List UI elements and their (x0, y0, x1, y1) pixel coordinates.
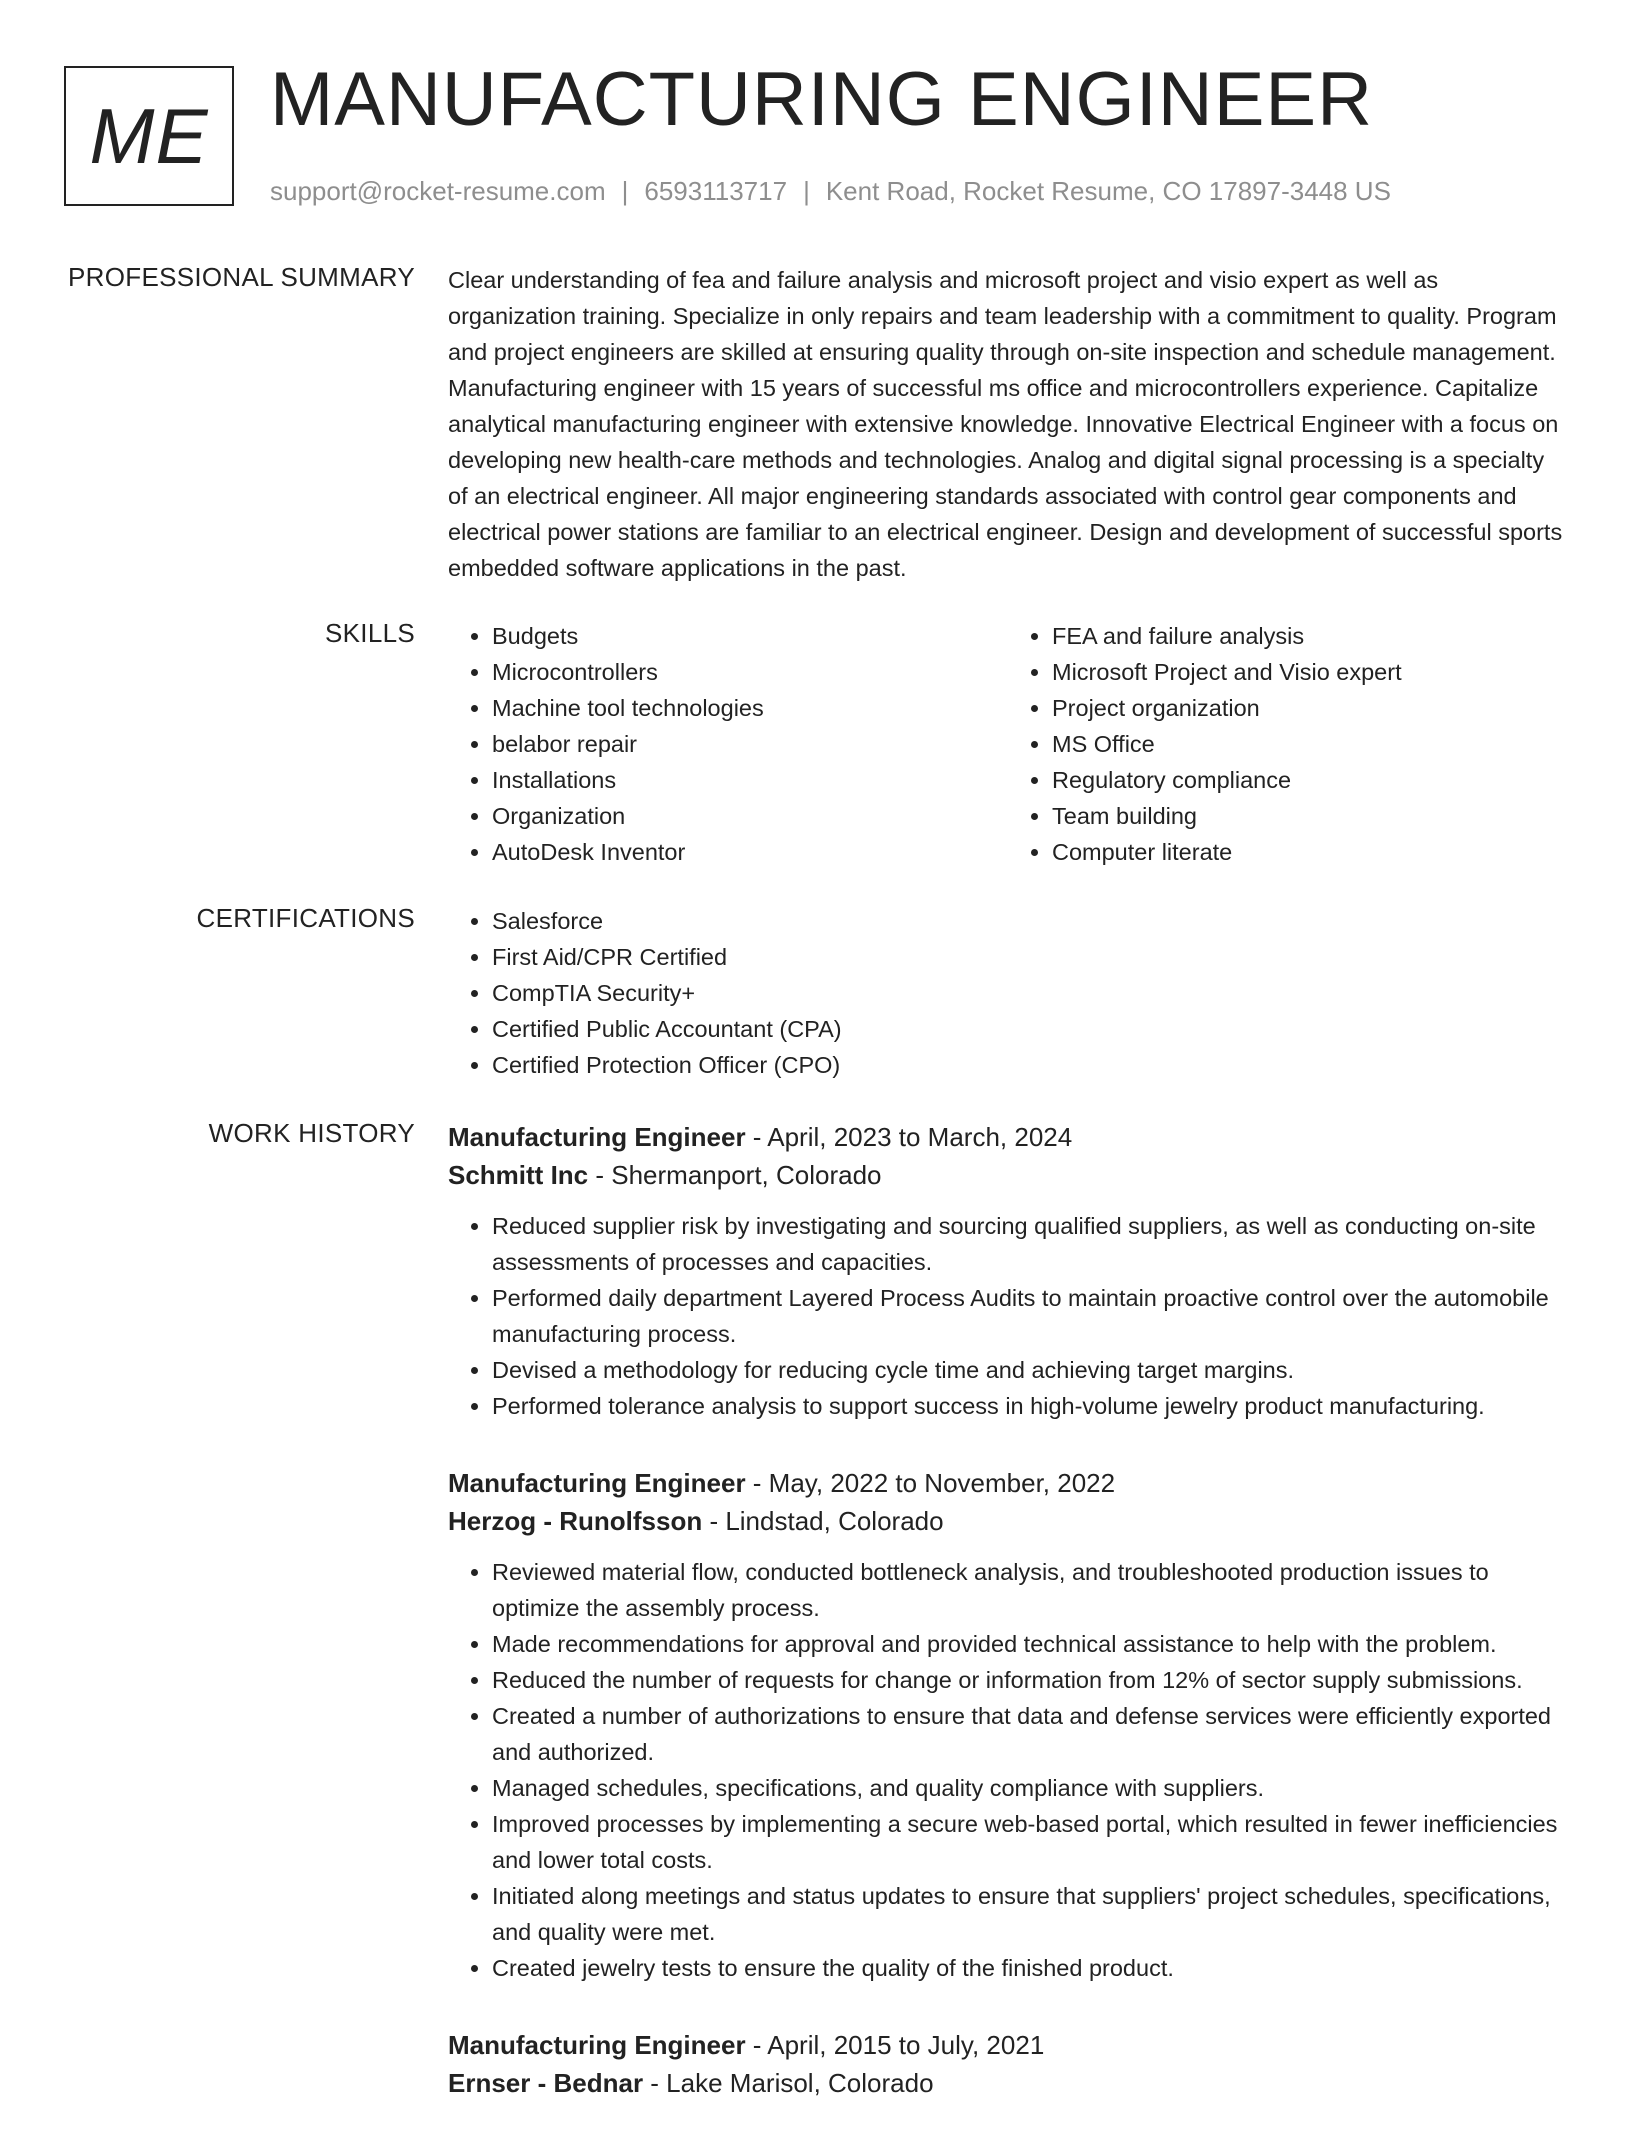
job-company: Schmitt Inc (448, 1160, 589, 1190)
skill-item: • FEA and failure analysis (1052, 618, 1568, 654)
job-bullet: • Devised a methodology for reducing cycle time and achieving target margins. (492, 1352, 1568, 1388)
job-company-line (448, 2064, 1568, 2102)
certification-item: • Salesforce (492, 903, 1568, 939)
job-bullet: • Created jewelry tests to ensure the quality of the finished product. (492, 1950, 1568, 1986)
job-location: - Lake Marisol, Colorado (643, 2068, 934, 2098)
skill-item: • Computer literate (1052, 834, 1568, 870)
job-company: Ernser - Bednar (448, 2068, 644, 2098)
contact-phone: 6593113717 (644, 176, 788, 206)
certifications-list (448, 903, 1568, 1083)
monogram: ME (64, 66, 234, 206)
skill-item: • AutoDesk Inventor (492, 834, 1008, 870)
job-entry (448, 2026, 1568, 2102)
job-bullet: • Performed daily department Layered Process Audits to maintain proactive control over the automobile manufacturing process. (492, 1280, 1568, 1352)
job-bullet: • Reviewed material flow, conducted bottleneck analysis, and troubleshooted production issues to optimize the assembly process. (492, 1554, 1568, 1626)
job-company-line (448, 1502, 1568, 1540)
job-dates: - May, 2022 to November, 2022 (745, 1468, 1116, 1498)
job-heading (448, 2026, 1568, 2064)
contact-line (270, 176, 1391, 207)
job-company-line (448, 1156, 1568, 1194)
job-bullet: • Reduced the number of requests for change or information from 12% of sector supply submissions. (492, 1662, 1568, 1698)
resume-title: MANUFACTURING ENGINEER (270, 57, 1373, 142)
contact-address: Kent Road, Rocket Resume, CO 17897-3448 US (825, 176, 1391, 206)
job-bullet: • Initiated along meetings and status updates to ensure that suppliers' project schedules, specifications, and quality were met. (492, 1878, 1568, 1950)
contact-separator: | (803, 176, 810, 206)
section-label-summary: PROFESSIONAL SUMMARY (68, 262, 415, 292)
job-heading (448, 1118, 1568, 1156)
skill-item: • MS Office (1052, 726, 1568, 762)
certification-item: • CompTIA Security+ (492, 975, 1568, 1011)
job-title: Manufacturing Engineer (448, 2030, 746, 2060)
job-bullet: • Performed tolerance analysis to support success in high-volume jewelry product manufacturing. (492, 1388, 1568, 1424)
job-dates: - April, 2023 to March, 2024 (745, 1122, 1073, 1152)
skill-item: • Microsoft Project and Visio expert (1052, 654, 1568, 690)
skill-item: • Team building (1052, 798, 1568, 834)
job-location: - Lindstad, Colorado (702, 1506, 944, 1536)
job-location: - Shermanport, Colorado (588, 1160, 882, 1190)
certification-item: • Certified Protection Officer (CPO) (492, 1047, 1568, 1083)
section-label-work: WORK HISTORY (208, 1118, 415, 1148)
skill-item: • Machine tool technologies (492, 690, 1008, 726)
job-title: Manufacturing Engineer (448, 1122, 746, 1152)
section-label-skills: SKILLS (325, 618, 415, 648)
job-bullets (448, 1208, 1568, 1424)
skill-item: • Project organization (1052, 690, 1568, 726)
job-entry (448, 1118, 1568, 1424)
contact-email: support@rocket-resume.com (270, 176, 606, 206)
summary-text: Clear understanding of fea and failure analysis and microsoft project and visio expert as well as organization training. Specialize in only repairs and team leadership with a commitment to quality. Program and project engineers are skilled at ensuring quality through on-site inspection and schedule management. Manufacturing engineer with 15 years of successful ms office and microcontrollers experience. Capitalize analytical manufacturing engineer with extensive knowledge. Innovative Electrical Engineer with a focus on developing new health-care methods and technologies. Analog and digital signal processing is a specialty of an electrical engineer. All major engineering standards associated with control gear components and electrical power stations are familiar to an electrical engineer. Design and development of successful sports embedded software applications in the past. (448, 267, 1563, 581)
job-title: Manufacturing Engineer (448, 1468, 746, 1498)
job-bullet: • Managed schedules, specifications, and quality compliance with suppliers. (492, 1770, 1568, 1806)
skills-list-right (1008, 618, 1568, 870)
contact-separator: | (621, 176, 629, 206)
section-label-certifications: CERTIFICATIONS (196, 903, 415, 933)
skill-item: • belabor repair (492, 726, 1008, 762)
skill-item: • Installations (492, 762, 1008, 798)
job-bullet: • Created a number of authorizations to ensure that data and defense services were efficiently exported and authorized. (492, 1698, 1568, 1770)
job-dates: - April, 2015 to July, 2021 (745, 2030, 1045, 2060)
skill-item: • Regulatory compliance (1052, 762, 1568, 798)
skills-list-left (448, 618, 1008, 870)
skill-item: • Microcontrollers (492, 654, 1008, 690)
job-bullet: • Reduced supplier risk by investigating and sourcing qualified suppliers, as well as conducting on-site assessments of processes and capacities. (492, 1208, 1568, 1280)
job-bullet: • Made recommendations for approval and provided technical assistance to help with the problem. (492, 1626, 1568, 1662)
skill-item: • Organization (492, 798, 1008, 834)
job-company: Herzog - Runolfsson (448, 1506, 703, 1536)
certification-item: • First Aid/CPR Certified (492, 939, 1568, 975)
job-bullet: • Improved processes by implementing a secure web-based portal, which resulted in fewer inefficiencies and lower total costs. (492, 1806, 1568, 1878)
job-entry (448, 1464, 1568, 1986)
skill-item: • Budgets (492, 618, 1008, 654)
certification-item: • Certified Public Accountant (CPA) (492, 1011, 1568, 1047)
job-bullets (448, 1554, 1568, 1986)
job-heading (448, 1464, 1568, 1502)
work-history-list (448, 1118, 1568, 2142)
